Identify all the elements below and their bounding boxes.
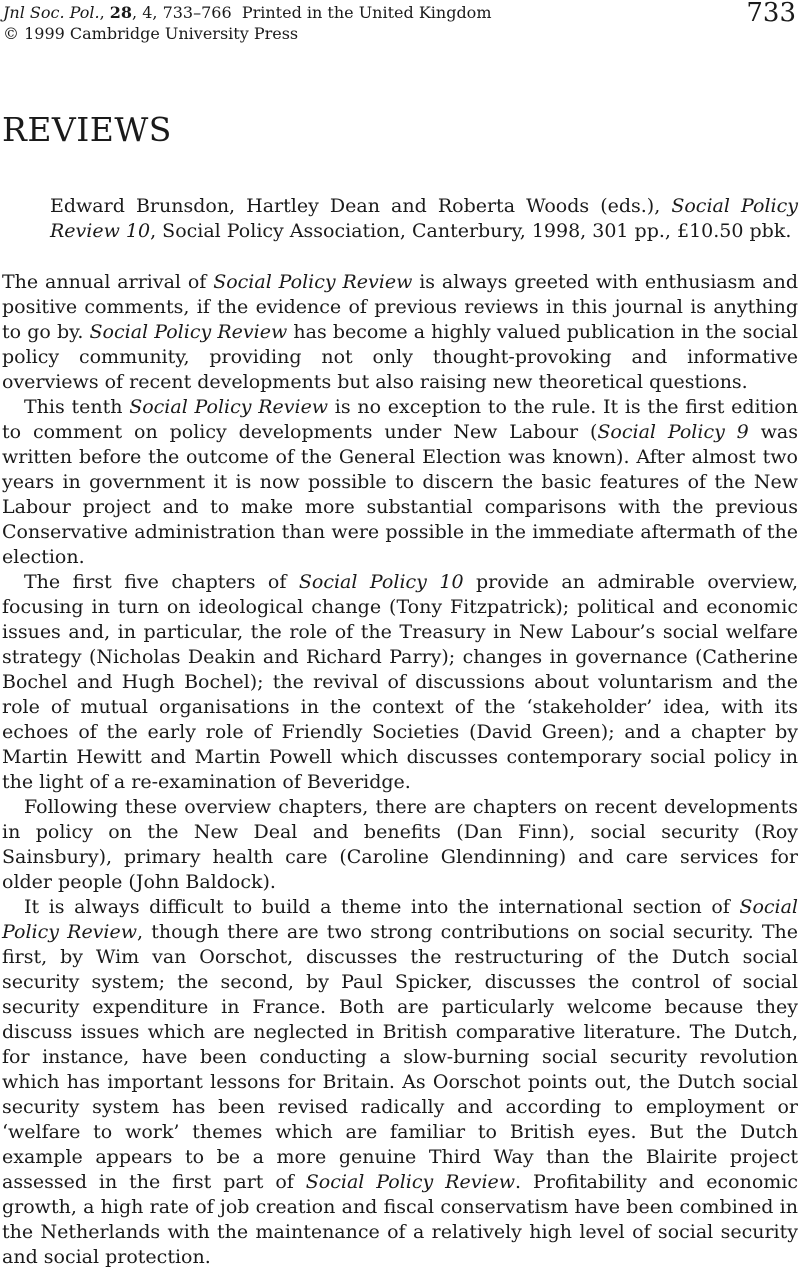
paragraph-1 [2,270,798,395]
text-run: . Profitability and economic growth, a high rate of job creation and fiscal conservatism have been combined in the Netherlands with the maintenance of a relatively high level of social security and social protection. [2,1171,799,1268]
book-publisher-details: , Social Policy Association, Canterbury, 1998, 301 pp., £10.50 pbk. [150,220,792,242]
paragraph-5 [2,895,798,1270]
paragraph-3 [2,570,798,795]
journal-name: Jnl Soc. Pol. [3,3,100,22]
text-run: is always greeted with enthusiasm and positive comments, if the evidence of previous reviews in this journal is anything to go by. [2,271,798,343]
text-run: was written before the outcome of the General Election was known). After almost two years in government it is now possible to discern the basic features of the New Labour project and to make more substantial comparisons with the previous Conservative administration than were possible in the immediate aftermath of the election. [2,421,798,568]
italic-title: Social Policy Review [305,1171,516,1193]
journal-issue-pages: , 4, 733–766 [132,3,232,22]
journal-citation-line: Jnl Soc. Pol., 28, 4, 733–766 Printed in the United Kingdom [3,3,492,22]
section-title: REVIEWS [2,110,172,149]
book-editors: Edward Brunsdon, Hartley Dean and Roberta Woods (eds.), [50,195,661,217]
italic-title: Social Policy Review [89,321,288,343]
text-run: , though there are two strong contributions on social security. The first, by Wim van Oorschot, discusses the restructuring of the Dutch social security system; the second, by Paul Spicker, discusses the control of social security expenditure in France. Both are particularly welcome because they discuss issues which are neglected in British comparative literature. The Dutch, for instance, have been conducting a slow-burning social security revolution which has important lessons for Britain. As Oorschot points out, the Dutch social security system has been revised radically and according to employment or ‘welfare to work’ themes which are familiar to British eyes. But the Dutch example appears to be a more genuine Third Way than the Blairite project assessed in the first part of [2,921,798,1193]
running-header [3,2,798,50]
text-run: The annual arrival of [2,271,214,293]
italic-title: Social Policy Review [129,396,329,418]
printed-note: Printed in the United Kingdom [241,3,492,22]
text-run: is no exception to the rule. It is the first edition to comment on policy developments under New Labour ( [2,396,798,443]
text-run: This tenth [24,396,130,418]
text-run: provide an admirable overview, focusing in turn on ideological change (Tony Fitzpatrick); political and economic issues and, in particular, the role of the Treasury in New Labour’s social welfare strategy (Nicholas Deakin and Richard Parry); changes in governance (Catherine Bochel and Hugh Bochel); the revival of discussions about voluntarism and the role of mutual organisations in the context of the ‘stakeholder’ idea, with its echoes of the early role of Friendly Societies (David Green); and a chapter by Martin Hewitt and Martin Powell which discusses contemporary social policy in the light of a re-examination of Beveridge. [2,571,798,793]
text-run: has become a highly valued publication in the social policy community, providing not only thought-provoking and informative overviews of recent developments but also raising new theoretical questions. [2,321,798,393]
text-run: It is always difficult to build a theme into the international section of [24,896,740,918]
journal-volume: 28 [109,3,133,22]
copyright-notice: © 1999 Cambridge University Press [3,24,299,43]
italic-title: Social Policy Review [2,896,798,943]
italic-title: Social Policy 9 [597,421,749,443]
paragraph-2 [2,395,798,570]
book-citation [50,194,798,244]
text-run: Following these overview chapters, there are chapters on recent developments in policy on the New Deal and benefits (Dan Finn), social security (Roy Sainsbury), primary health care (Caroline Glendinning) and care services for older people (John Baldock). [2,796,798,893]
page-number: 733 [746,0,796,28]
book-title: Social Policy Review 10 [50,195,798,242]
paragraph-4 [2,795,798,895]
text-run: The first five chapters of [24,571,299,593]
review-body [2,270,798,1270]
italic-title: Social Policy Review [213,271,413,293]
italic-title: Social Policy 10 [298,571,464,593]
